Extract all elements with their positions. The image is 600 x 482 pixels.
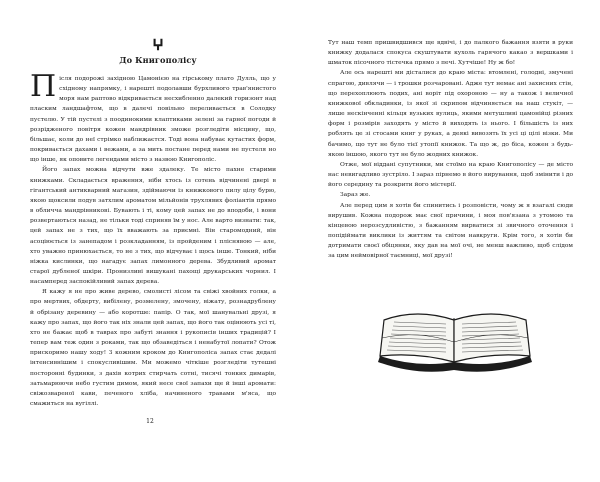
paragraph-3: Я кажу я не про живе дерево, смолисті лісом та свіжі хвойних голки, а про мертвих, обдерту, вибілену, розмелену, змочену, віжату, рознадрублену й обрізану деревину — або коротше: папір. О так, мої шанувальні друзі, я кажу про запах, що його так ніх знали цей запах, що його так оцінюють усі ті, хто не бажає щоб в таврах про забуті знання і рукописів інших традицій? І тепер вам теж один з роками, так що обзаведіться і ненабутої лопати? Отож прискоримо нашу ходу! З кожним кроком до Книгополіса запах стає дедалі інтенсивнішим і спокусливішим. Ми можемо чіткіше розгледіти тутешні посторонні будинки, з дахів котрих стирчать сотні, тисячі тонких димарів, затьмарюючи небо густим димом, який несе свої запахи ще й інші аромати: свіжозвареної кави, печеного хліба, начиненого травами м'яса, що смажиться на вугіллі. [30,289,276,407]
chapter-glyph: ⵖ [152,36,164,54]
right-paragraph-2: Але ось нарешті ми дісталися до краю міста: втомлені, голодні, змучені спрагою, дивлячи — і трошки розчаровані. Адже тут немає ані захисних стін, що перехоплюють подих, ані воріт під охороною — ну а також і величної книжкової обкладинки, із якої зі скрипом відчиняється на наш стукіт, — лише нескінченні кільця вузьких вулиць, якими метушливі цамонійці різних форм і розмірів заходять у місто й виходять із нього. І більшість із них роблять це зі стосами книг у руках, а деякі вивозять їх усі ці цілі візки. Ми бачимо, що тут не було тієї утопії книжок. Та що ж, до біса, кожен з будь-якою іншою, якого тут не було жодних книжок. [328,70,573,158]
page-number: 12 [146,418,154,425]
paragraph-2: Його запах можна відчути вже здалеку. Те місто пахне старими книжками. Складається враження, ніби хтось із сотень відчинені двері в гігантський антикварний магазин, здіймаючи із книжкового пилу цілу бурю, якою щоксили подув затхлим ароматом мільйонів трухлявих фоліантів прямо в обличча мандрівникові. Бувають і ті, кому цей запах не до вподоби, і вони розвертаються назад, не тільки тоді сприняв їм у нос. Але варто визнати: так, цей запах не з тих, що їх вважають за приємні. Він старомодний, він асоціюється із занепадом і розкладанням, із пройденим і пліснявою — але, хто уважно принюхається, то не з тих, що відчуває і щось інше. Тонкий, ніби ніжка кислинки, що нагадує запах лимонного дерева. Збудливий аромат старої дубленої шкіри. Пронизливі вишукані пахощі друкарських чорнил. І насамперед заспокійливий запах дерева. [30,167,276,286]
open-book-icon [372,290,537,380]
right-paragraph-1: Тут наш темп пришвидшився ще вдвічі, і до палкого бажання взяти в руки книжку додалася спокуса скуштувати кухоль гарячого какао з вершками і шматок пісочного тістечка прямо з печі. Хутчіше! Ну ж бо! [328,40,573,67]
right-page [300,0,600,482]
paragraph-1-text: ісля подорожі західною Цамонією на гірському плато Дулль, що у східному напрямку, і нарешті подолавши бурхливого трав'янистого моря нам раптово відкривається несхибленно далекий горизонт над пласким ландшафтом, що в далечі повільно переливається в Солодку пустелю. У тій пустелі з поодинокими клаптиками зелені за гарної погоди й розрідженого повітря кожен мандрівник зможе розгледіти місцину, що, більшає, коли до неї стрімко наближаєтся. Тоді вона набуває кутастих форм, покривається дахами і вежами, а за мить постане перед нами не пустеля но що інше, як оповите легендами місто з назвою Книгополіс. [30,76,276,164]
right-paragraph-5: Але перед цим я хотів би спинитись і розповісти, чому ж я взагалі сюди вирушив. Кожна подорож має свої причини, і моя пов'язана з утомою та кінцевою нерозсудливістю, з бажанням вирватися зі звичного оточення і попідіймати виклики із життям та світом навкруги. Крім того, я хотів би дотримати своєї обіцянки, яку дав на мої очі, не менш важливо, щоб слідом за цим неймовірної таємниці, мої друзі! [328,202,573,260]
chapter-title: До Книгополісу [119,55,197,65]
dropcap: П [30,69,57,104]
paragraph-1 [30,69,276,165]
right-paragraph-3: Отже, мої віддані супутники, ми стоїмо на краю Книгополісу — де місто нас невигадливо зустріло. І зараз пірнемо в його вирування, щоб змінити і до його середину та розкрити його містерії. [328,161,573,189]
right-paragraph-4: Зараз же. [340,192,371,199]
